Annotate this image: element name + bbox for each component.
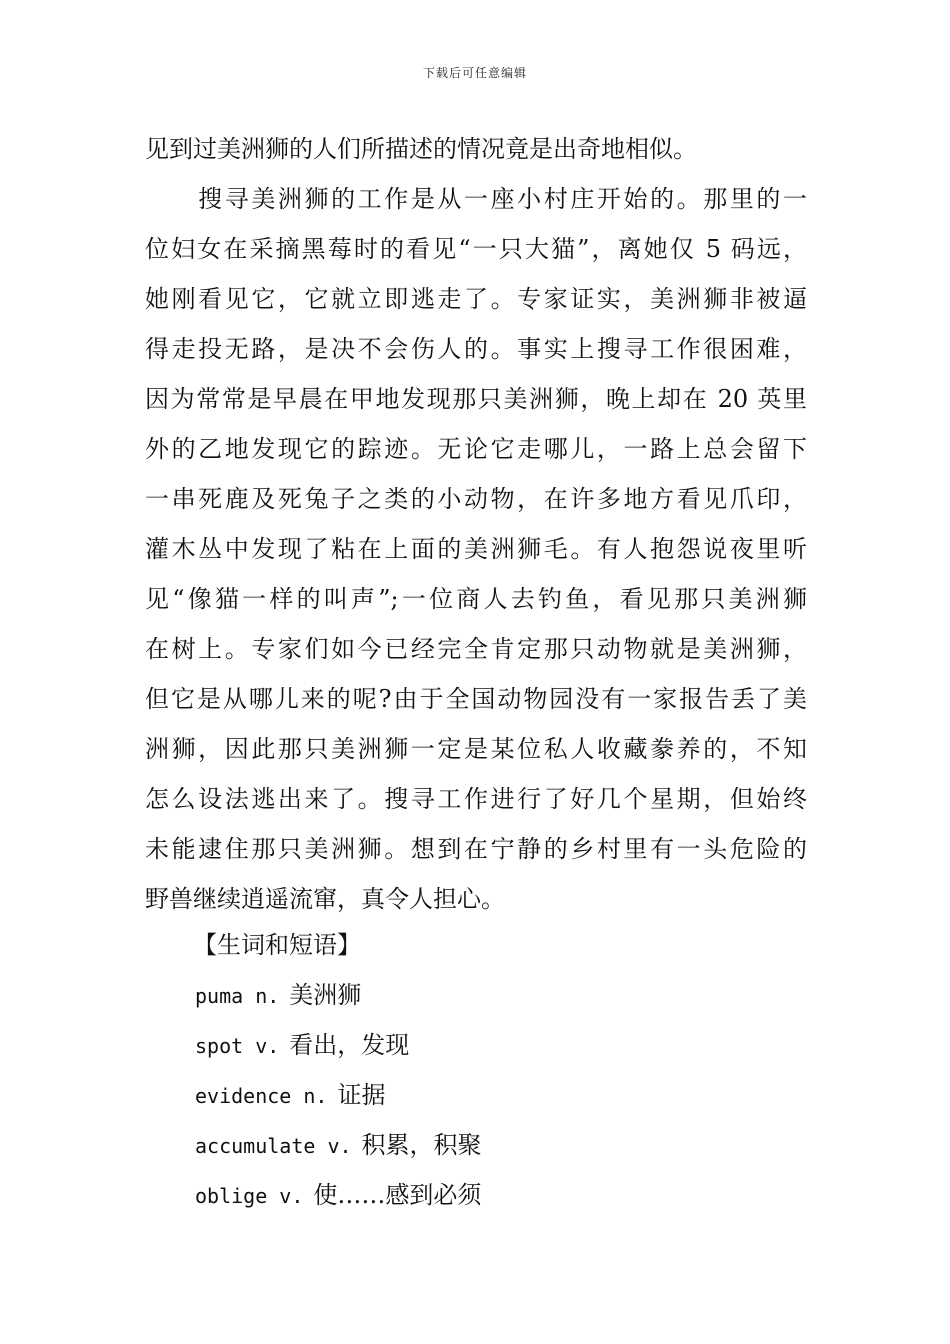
vocabulary-section xyxy=(145,924,807,1224)
vocabulary-item xyxy=(145,1174,807,1224)
vocabulary-item xyxy=(145,1074,807,1124)
vocabulary-word: accumulate v. xyxy=(195,1134,352,1158)
text-line: 得走投无路，是决不会伤人的。事实上搜寻工作很困难， xyxy=(145,335,807,363)
text-line: 她刚看见它，它就立即逃走了。专家证实，美洲狮非被逼 xyxy=(145,285,807,313)
vocabulary-gloss: 美洲狮 xyxy=(289,981,362,1009)
text-line: 在树上。专家们如今已经完全肯定那只动物就是美洲狮， xyxy=(145,635,807,663)
vocabulary-item xyxy=(145,1124,807,1174)
vocabulary-gloss: 积累，积聚 xyxy=(361,1131,482,1159)
vocabulary-item xyxy=(145,974,807,1024)
vocabulary-gloss: 证据 xyxy=(337,1081,386,1109)
text-line: 灌木丛中发现了粘在上面的美洲狮毛。有人抱怨说夜里听 xyxy=(145,535,807,563)
page-header: 下载后可任意编辑 xyxy=(422,66,527,80)
text-line: 外的乙地发现它的踪迹。无论它走哪儿，一路上总会留下 xyxy=(145,435,807,463)
text-line: 但它是从哪儿来的呢?由于全国动物园没有一家报告丢了美 xyxy=(145,685,807,713)
text-line: 搜寻美洲狮的工作是从一座小村庄开始的。那里的一 xyxy=(145,185,807,213)
body-text xyxy=(145,128,807,928)
text-line: 位妇女在采摘黑莓时的看见“一只大猫”，离她仅 5 码远， xyxy=(145,235,807,263)
vocabulary-word: spot v. xyxy=(195,1034,280,1058)
vocabulary-item xyxy=(145,1024,807,1074)
text-line: 见“像猫一样的叫声”;一位商人去钓鱼，看见那只美洲狮 xyxy=(145,585,807,613)
text-line: 野兽继续逍遥流窜，真令人担心。 xyxy=(145,885,505,913)
text-line: 见到过美洲狮的人们所描述的情况竟是出奇地相似。 xyxy=(145,135,697,163)
text-line: 因为常常是早晨在甲地发现那只美洲狮，晚上却在 20 英里 xyxy=(145,385,807,413)
text-line: 一串死鹿及死兔子之类的小动物，在许多地方看见爪印， xyxy=(145,485,807,513)
text-line: 未能逮住那只美洲狮。想到在宁静的乡村里有一头危险的 xyxy=(145,835,807,863)
vocabulary-word: evidence n. xyxy=(195,1084,328,1108)
text-line: 洲狮，因此那只美洲狮一定是某位私人收藏豢养的，不知 xyxy=(145,735,807,763)
vocabulary-word: puma n. xyxy=(195,984,280,1008)
vocabulary-gloss: 使……感到必须 xyxy=(313,1181,482,1209)
text-line: 怎么设法逃出来了。搜寻工作进行了好几个星期，但始终 xyxy=(145,785,807,813)
vocabulary-word: oblige v. xyxy=(195,1184,304,1208)
vocabulary-heading: 【生词和短语】 xyxy=(193,931,361,959)
vocabulary-gloss: 看出，发现 xyxy=(289,1031,410,1059)
